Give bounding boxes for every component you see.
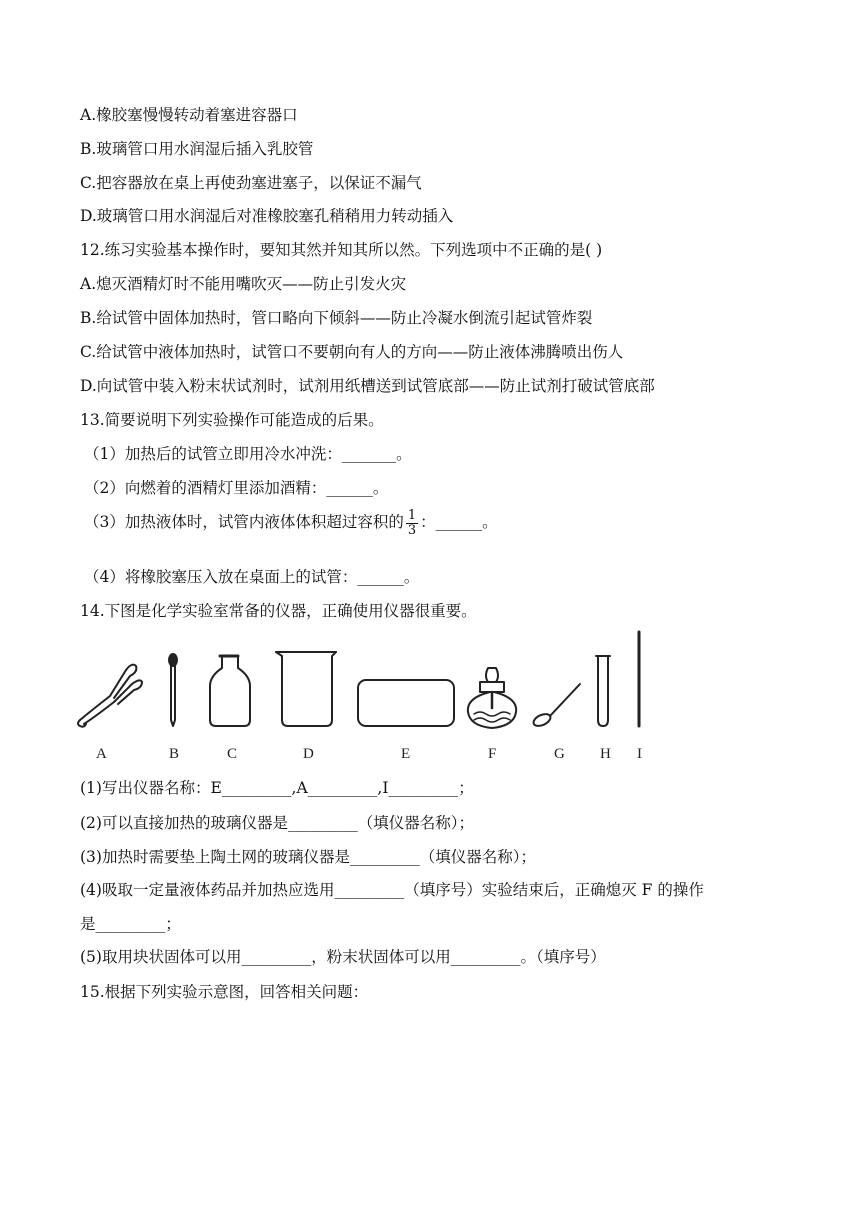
q12-option-a: A.熄灭酒精灯时不能用嘴吹灭——防止引发火灾 bbox=[80, 275, 407, 293]
q13-stem: 13.简要说明下列实验操作可能造成的后果。 bbox=[80, 411, 384, 429]
label-h: H bbox=[600, 746, 611, 762]
q14-item-5: (5)取用块状固体可以用_________，粉末状固体可以用_________。（填序号） bbox=[80, 948, 606, 966]
label-e: E bbox=[401, 746, 411, 762]
label-g: G bbox=[554, 746, 565, 762]
q12-option-b: B.给试管中固体加热时，管口略向下倾斜——防止冷凝水倒流引起试管炸裂 bbox=[80, 309, 593, 327]
reagent-bottle-icon bbox=[210, 656, 250, 726]
fraction-denominator: 3 bbox=[407, 522, 417, 538]
q15-stem: 15.根据下列实验示意图，回答相关问题： bbox=[80, 983, 369, 1001]
q14-item-4-continued: 是_________； bbox=[80, 915, 181, 933]
beaker-icon bbox=[276, 652, 336, 726]
q13-item-3-blank: ：______。 bbox=[420, 513, 498, 531]
q14-item-3: (3)加热时需要垫上陶土网的玻璃仪器是_________（填仪器名称）； bbox=[80, 848, 536, 866]
q13-item-3 bbox=[84, 504, 498, 540]
q14-item-2: (2)可以直接加热的玻璃仪器是_________（填仪器名称）； bbox=[80, 814, 474, 832]
q13-item-4: （4）将橡胶塞压入放在桌面上的试管：______。 bbox=[84, 568, 420, 586]
label-c: C bbox=[227, 746, 238, 762]
q12-option-d: D.向试管中装入粉末状试剂时，试剂用纸槽送到试管底部——防止试剂打破试管底部 bbox=[80, 377, 655, 395]
label-b: B bbox=[169, 746, 180, 762]
crucible-tongs-icon bbox=[78, 665, 142, 727]
q14-item-4: (4)吸取一定量液体药品并加热应选用_________（填序号）实验结束后，正确熄灭 F 的操作 bbox=[80, 881, 704, 899]
q11-option-d: D.玻璃管口用水润湿后对准橡胶塞孔稍稍用力转动插入 bbox=[80, 207, 454, 225]
q14-stem: 14.下图是化学实验室常备的仪器，正确使用仪器很重要。 bbox=[80, 602, 477, 620]
lab-apparatus-figure bbox=[70, 628, 670, 770]
one-third-fraction bbox=[406, 509, 418, 538]
q12-option-c: C.给试管中液体加热时，试管口不要朝向有人的方向——防止液体沸腾喷出伤人 bbox=[80, 343, 624, 361]
trough-icon bbox=[358, 680, 454, 726]
q12-stem: 12.练习实验基本操作时，要知其然并知其所以然。下列选项中不正确的是( ) bbox=[80, 241, 603, 259]
q11-option-c: C.把容器放在桌上再使劲塞进塞子，以保证不漏气 bbox=[80, 174, 422, 192]
label-f: F bbox=[488, 746, 497, 762]
q11-option-b: B.玻璃管口用水润湿后插入乳胶管 bbox=[80, 140, 314, 158]
dropper-icon bbox=[169, 654, 177, 726]
medicine-spoon-icon bbox=[532, 684, 580, 728]
q11-option-a: A.橡胶塞慢慢转动着塞进容器口 bbox=[80, 106, 298, 124]
test-tube-icon bbox=[596, 656, 610, 726]
fraction-numerator: 1 bbox=[407, 507, 417, 523]
q13-item-2: （2）向燃着的酒精灯里添加酒精：______。 bbox=[84, 479, 389, 497]
q14-item-1: (1)写出仪器名称：E_________,A_________,I_________； bbox=[80, 779, 474, 797]
q13-item-3-text: （3）加热液体时，试管内液体体积超过容积的 bbox=[84, 513, 404, 531]
label-i: I bbox=[637, 746, 642, 762]
label-a: A bbox=[96, 746, 107, 762]
label-d: D bbox=[303, 746, 314, 762]
alcohol-lamp-icon bbox=[468, 668, 516, 728]
q13-item-1: （1）加热后的试管立即用冷水冲洗：_______。 bbox=[84, 445, 412, 463]
